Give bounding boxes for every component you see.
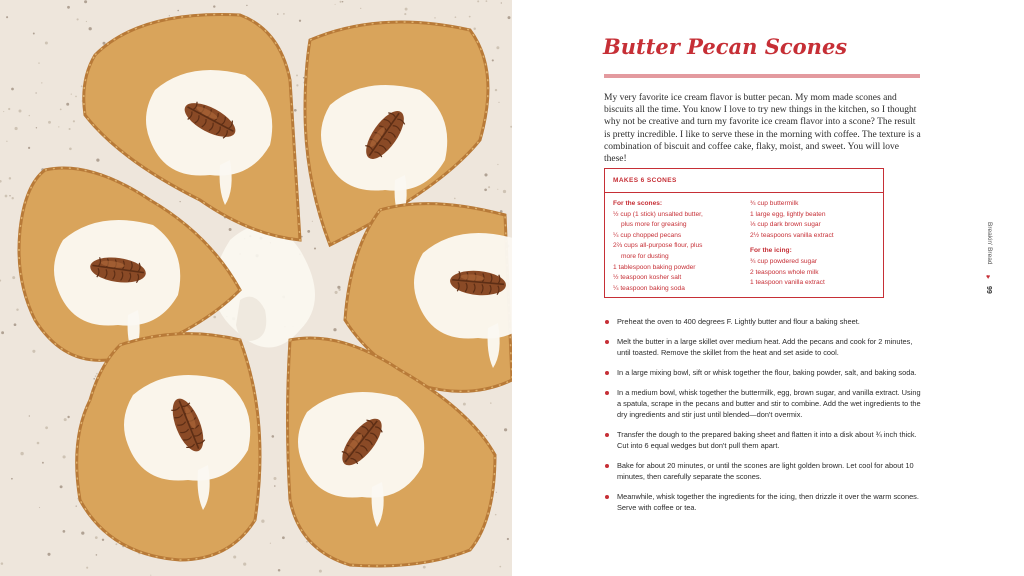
method-step-text: Meanwhile, whisk together the ingredients for the icing, then drizzle it over the warm scones. Serve with coffee or tea. (617, 492, 919, 512)
heart-icon: ♥ (986, 274, 991, 281)
bullet-icon (605, 391, 609, 395)
page-number: 99 (985, 286, 992, 294)
method-step-text: Preheat the oven to 400 degrees F. Lightly butter and flour a baking sheet. (617, 317, 860, 326)
method-step-text: Transfer the dough to the prepared baking sheet and flatten it into a disk about ¾ inch thick. Cut into 6 equal wedges but don't pull them apart. (617, 430, 917, 450)
running-head (984, 222, 998, 302)
bullet-icon (605, 464, 609, 468)
ingredient-line: more for dusting (621, 252, 669, 260)
ingredient-line: 1 large egg, lightly beaten (750, 210, 826, 218)
method-step (604, 460, 926, 482)
yield-label: MAKES 6 SCONES (613, 177, 677, 184)
recipe-page (512, 0, 1024, 576)
ingredient-line: plus more for greasing (621, 221, 687, 229)
method-step-text: In a medium bowl, whisk together the buttermilk, egg, brown sugar, and vanilla extract. Using a spatula, scrape in the pecans and butter and stir to combine. Add the wet ingredients to the dry ingredients and stir just until blended—don't overmix. (617, 388, 921, 419)
ingredient-line: 2⅔ cups all-purpose flour, plus (613, 242, 703, 250)
ingredient-line: ¾ cup powdered sugar (750, 257, 818, 265)
method-step-text: Melt the butter in a large skillet over medium heat. Add the pecans and cook for 2 minutes, until toasted. Remove the skillet from the heat and set aside to cool. (617, 337, 913, 357)
method-step-text: In a large mixing bowl, sift or whisk together the flour, baking powder, salt, and baking soda. (617, 368, 917, 377)
method-step-text: Bake for about 20 minutes, or until the scones are light golden brown. Let cool for about 10 minutes, then carefully separate the scones. (617, 461, 914, 481)
method-step (604, 336, 926, 358)
ingredient-line: ⅓ cup dark brown sugar (750, 221, 821, 229)
ingredients-right-column (750, 199, 882, 289)
bullet-icon (605, 371, 609, 375)
ingredient-line: ¾ cup buttermilk (750, 200, 799, 207)
method-step (604, 429, 926, 451)
recipe-title: Butter Pecan Scones (603, 34, 848, 59)
yield-header (605, 169, 883, 193)
ingredient-line: 2 teaspoons whole milk (750, 268, 819, 276)
ingredient-heading: For the icing: (750, 247, 792, 255)
ingredients-left-column (613, 199, 743, 294)
method-step (604, 367, 926, 378)
ingredient-heading: For the scones: (613, 200, 663, 207)
ingredient-line: ¼ teaspoon baking soda (613, 284, 685, 292)
ingredient-line: ½ cup (1 stick) unsalted butter, (613, 210, 703, 218)
method-step (604, 491, 926, 513)
bullet-icon (605, 320, 609, 324)
method-steps (604, 316, 926, 513)
ingredient-line: 1 teaspoon vanilla extract (750, 279, 825, 287)
method-step (604, 387, 926, 420)
ingredient-line: 2½ teaspoons vanilla extract (750, 231, 834, 239)
section-name: Breakin' Bread (986, 222, 993, 265)
ingredient-line: ½ teaspoon kosher salt (613, 274, 682, 282)
bullet-icon (605, 433, 609, 437)
method-step (604, 316, 926, 327)
ingredient-line: ¼ cup chopped pecans (613, 231, 682, 239)
recipe-intro: My very favorite ice cream flavor is butter pecan. My mom made scones and biscuits all the time. You know I love to try new things in the kitchen, so I thought why not be creative and turn my favorite ice cream flavor into a scone? The result is pretty incredible. I like to serve these in the morning with coffee. The texture is a combination of biscuit and coffee cake, flaky, moist, and sweet. You will love these! (604, 93, 921, 165)
title-rule (604, 74, 920, 78)
ingredients-box (604, 168, 884, 298)
bullet-icon (605, 340, 609, 344)
bullet-icon (605, 495, 609, 499)
ingredient-line: 1 tablespoon baking powder (613, 263, 696, 271)
